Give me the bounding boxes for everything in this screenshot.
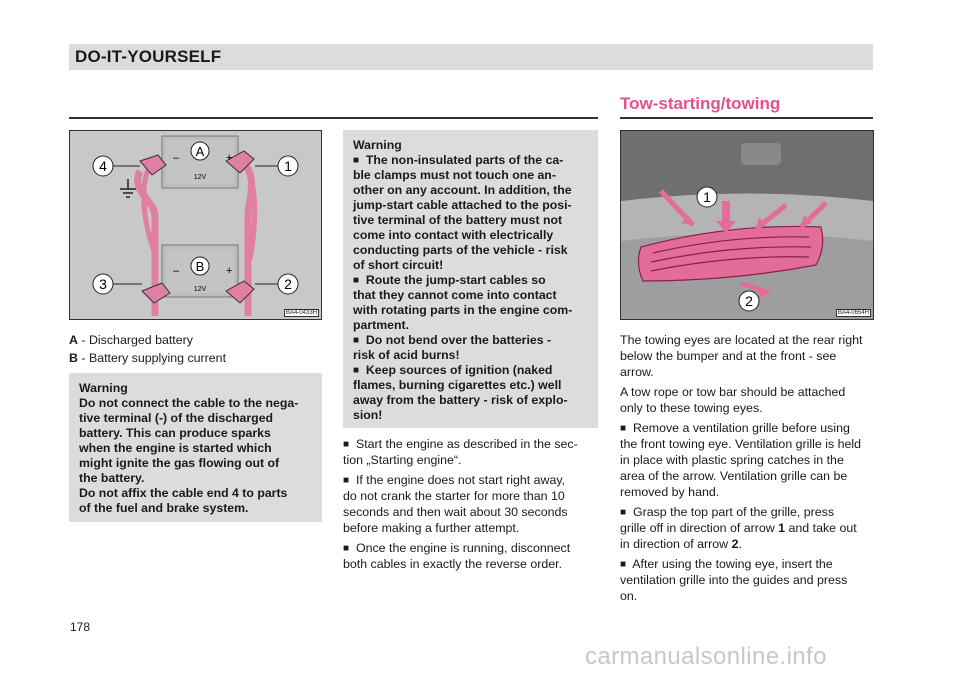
warning-line: tive terminal of the battery must not — [353, 213, 563, 227]
body-line: the front towing eye. Ventilation grille is held — [620, 437, 862, 451]
body-line: ■ Remove a ventilation grille before using — [620, 421, 850, 435]
bullet-icon: ■ — [343, 439, 350, 450]
left-rule — [69, 117, 598, 119]
warning-line: of the fuel and brake system. — [79, 501, 249, 515]
minus-top: – — [173, 152, 180, 164]
warning-line: ■ Route the jump-start cables so — [353, 273, 546, 287]
plus-bottom: + — [226, 265, 233, 277]
figure-code: BA4-0433H — [285, 310, 317, 316]
warning-heading: Warning — [353, 138, 402, 152]
callout-2: 2 — [284, 276, 292, 292]
callout-4: 4 — [99, 158, 107, 174]
bullet-icon: ■ — [620, 507, 627, 518]
body-line: The towing eyes are located at the rear right — [620, 333, 863, 347]
voltage-bottom: 12V — [193, 286, 207, 293]
callout-b: B — [195, 259, 205, 274]
warning-line: jump-start cable attached to the posi- — [353, 198, 572, 212]
right-rule — [620, 117, 873, 119]
warning-line: when the engine is started which — [79, 441, 272, 455]
warning-line: tive terminal (-) of the discharged — [79, 411, 274, 425]
section-title: Tow-starting/towing — [620, 94, 781, 113]
legend-a-text: - Discharged battery — [77, 333, 193, 347]
body-line: below the bumper and at the front - see — [620, 349, 837, 363]
warning-box-middle — [343, 130, 598, 428]
warning-line: battery. This can produce sparks — [79, 426, 271, 440]
warning-line: other on any account. In addition, the — [353, 183, 572, 197]
warning-line: the battery. — [79, 471, 145, 485]
body-line: ■ Grasp the top part of the grille, press — [620, 505, 835, 519]
warning-line: of short circuit! — [353, 258, 444, 272]
body-line: both cables in exactly the reverse order. — [343, 557, 563, 571]
bullet-icon: ■ — [353, 275, 360, 286]
bullet-icon: ■ — [353, 365, 360, 376]
bullet-icon: ■ — [353, 335, 360, 346]
warning-line: Do not connect the cable to the nega- — [79, 396, 299, 410]
warning-heading: Warning — [79, 381, 128, 395]
bullet-icon: ■ — [343, 475, 350, 486]
body-line: do not crank the starter for more than 10 — [343, 489, 565, 503]
jump-start-illustration — [70, 131, 321, 319]
warning-line: risk of acid burns! — [353, 348, 460, 362]
bullet-icon: ■ — [620, 559, 627, 570]
body-line: ■ After using the towing eye, insert the — [620, 557, 833, 571]
page-number: 178 — [70, 620, 91, 634]
body-line: area of the arrow. Ventilation grille can be — [620, 469, 848, 483]
warning-line: away from the battery - risk of explo- — [353, 393, 568, 407]
towing-eye-illustration — [621, 131, 873, 319]
warning-line: ■ The non-insulated parts of the ca- — [353, 153, 564, 167]
body-line: grille off in direction of arrow 1 and take out — [620, 521, 857, 535]
body-line: ■ Once the engine is running, disconnect — [343, 541, 571, 555]
bullet-icon: ■ — [620, 423, 627, 434]
header-title: DO-IT-YOURSELF — [75, 47, 222, 66]
body-line: on. — [620, 589, 638, 603]
body-line: tion „Starting engine“. — [343, 453, 462, 467]
body-line: removed by hand. — [620, 485, 720, 499]
legend-a — [69, 333, 193, 349]
warning-line: ■ Do not bend over the batteries - — [353, 333, 552, 347]
body-line: in direction of arrow 2. — [620, 537, 742, 551]
body-line: A tow rope or tow bar should be attached — [620, 385, 846, 399]
legend-a-key: A — [69, 333, 78, 347]
warning-line: with rotating parts in the engine com- — [353, 303, 573, 317]
warning-line: ble clamps must not touch one an- — [353, 168, 556, 182]
callout-3: 3 — [99, 276, 107, 292]
warning-line: that they cannot come into contact — [353, 288, 557, 302]
legend-b-text: - Battery supplying current — [77, 351, 227, 365]
body-line: in place with plastic spring catches in the — [620, 453, 844, 467]
warning-line: Do not affix the cable end 4 to parts — [79, 486, 288, 500]
minus-bottom: – — [173, 265, 180, 277]
warning-line: come into contact with electrically — [353, 228, 554, 242]
warning-line: might ignite the gas flowing out of — [79, 456, 280, 470]
warning-line: partment. — [353, 318, 410, 332]
warning-line: ■ Keep sources of ignition (naked — [353, 363, 553, 377]
plus-top: + — [226, 152, 233, 164]
header-bar — [69, 44, 873, 70]
watermark: carmanualsonline.info — [585, 643, 827, 670]
warning-line: flames, burning cigarettes etc.) well — [353, 378, 562, 392]
towing-eye-figure — [620, 130, 874, 320]
voltage-top: 12V — [193, 174, 207, 181]
legend-b-key: B — [69, 351, 78, 365]
body-line: arrow. — [620, 365, 654, 379]
bullet-icon: ■ — [343, 543, 350, 554]
callout-1: 1 — [703, 189, 711, 205]
figure-code: BA4-0654H — [837, 310, 869, 316]
body-line: ■ Start the engine as described in the sec- — [343, 437, 578, 451]
warning-box-left — [69, 373, 322, 522]
body-line: only to these towing eyes. — [620, 401, 763, 415]
bullet-icon: ■ — [353, 155, 360, 166]
body-line: before making a further attempt. — [343, 521, 520, 535]
warning-line: conducting parts of the vehicle - risk — [353, 243, 568, 257]
legend-b — [69, 351, 226, 367]
warning-line: sion! — [353, 408, 383, 422]
jump-start-figure — [69, 130, 322, 320]
callout-2: 2 — [745, 293, 753, 309]
callout-1: 1 — [284, 158, 292, 174]
body-line: ■ If the engine does not start right away, — [343, 473, 566, 487]
body-line: ventilation grille into the guides and press — [620, 573, 848, 587]
callout-a: A — [195, 144, 205, 159]
body-line: seconds and then wait about 30 seconds — [343, 505, 568, 519]
